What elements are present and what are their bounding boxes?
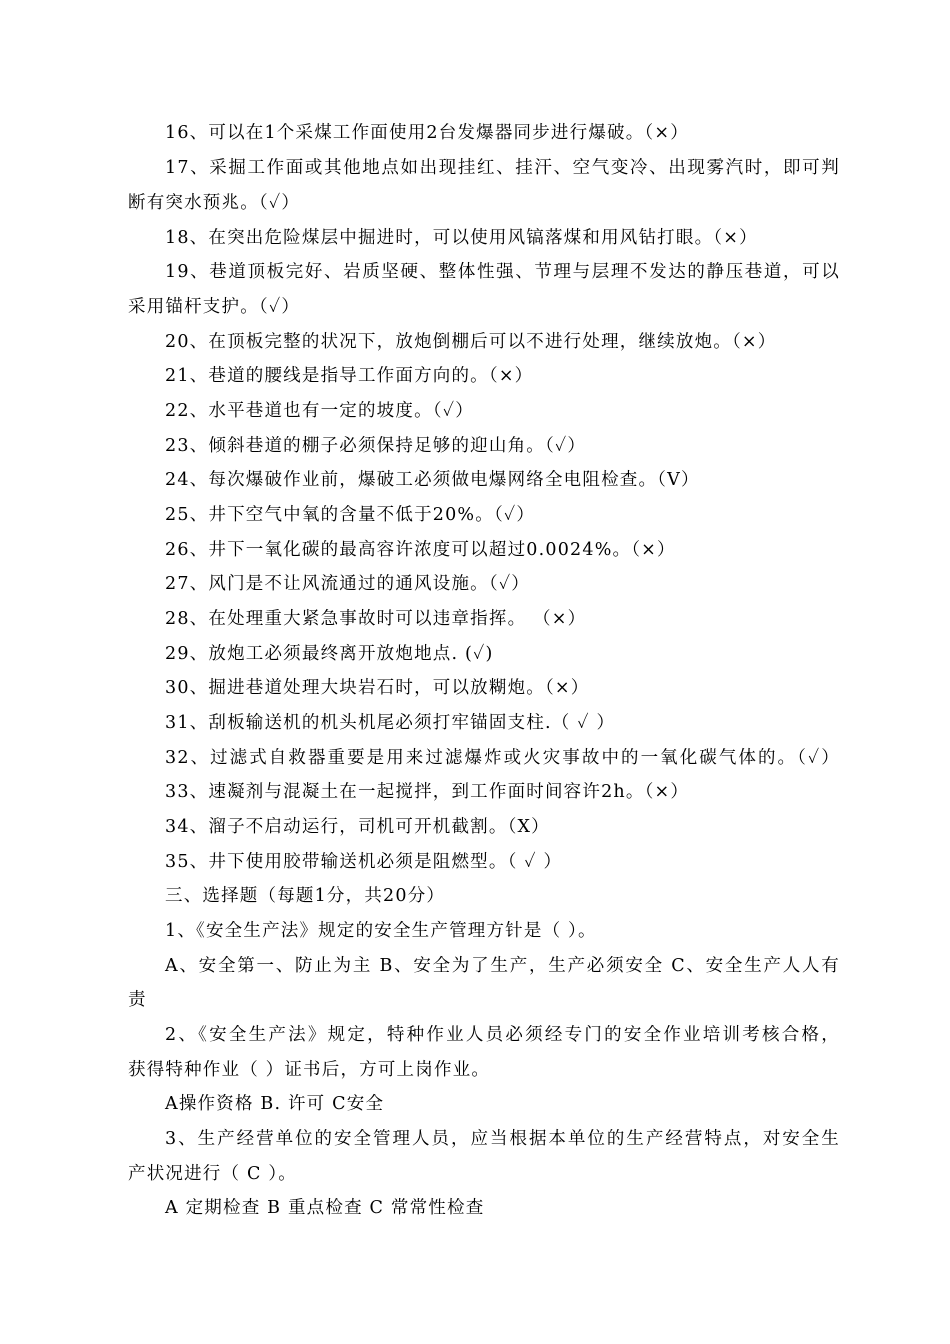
question-19-continued: 采用锚杆支护。（✓） (128, 297, 301, 317)
question-28: 28、在处理重大紧急事故时可以违章指挥。 （×） (165, 609, 587, 629)
question-17: 17、采掘工作面或其他地点如出现挂红、挂汗、空气变冷、出现雾汽时，即可判 (165, 158, 840, 178)
choice-question-3: 3、生产经营单位的安全管理人员，应当根据本单位的生产经营特点，对安全生 (165, 1129, 840, 1149)
question-20: 20、在顶板完整的状况下，放炮倒棚后可以不进行处理，继续放炮。（×） (165, 332, 777, 352)
question-18: 18、在突出危险煤层中掘进时，可以使用风镐落煤和用风钻打眼。（×） (165, 228, 758, 248)
choice-question-1-options-continued: 责 (128, 990, 147, 1010)
question-31: 31、刮板输送机的机头机尾必须打牢锚固支柱.（ ✓ ） (165, 713, 616, 733)
choice-question-2: 2、《安全生产法》规定，特种作业人员必须经专门的安全作业培训考核合格， (165, 1025, 840, 1045)
choice-question-2-options: A操作资格 B. 许可 C安全 (165, 1094, 385, 1114)
question-17-continued: 断有突水预兆。（✓） (128, 193, 301, 213)
question-34: 34、溜子不启动运行，司机可开机截割。（X） (165, 817, 550, 837)
question-29: 29、放炮工必须最终离开放炮地点. (✓) (165, 644, 494, 664)
question-22: 22、水平巷道也有一定的坡度。（✓） (165, 401, 474, 421)
choice-question-1-options: A、安全第一、防止为主 B、安全为了生产，生产必须安全 C、安全生产人人有 (165, 956, 840, 976)
question-30: 30、掘进巷道处理大块岩石时，可以放糊炮。（×） (165, 678, 590, 698)
question-23: 23、倾斜巷道的棚子必须保持足够的迎山角。（✓） (165, 436, 587, 456)
question-26: 26、井下一氧化碳的最高容许浓度可以超过0.0024%。（×） (165, 540, 676, 560)
question-21: 21、巷道的腰线是指导工作面方向的。（×） (165, 366, 534, 386)
question-32: 32、过滤式自救器重要是用来过滤爆炸或火灾事故中的一氧化碳气体的。（✓） (165, 748, 840, 768)
question-16: 16、可以在1个采煤工作面使用2台发爆器同步进行爆破。（×） (165, 123, 689, 143)
question-35: 35、井下使用胶带输送机必须是阻燃型。（ ✓ ） (165, 852, 563, 872)
choice-question-2-continued: 获得特种作业（ ）证书后，方可上岗作业。 (128, 1060, 491, 1080)
question-25: 25、井下空气中氧的含量不低于20%。（✓） (165, 505, 536, 525)
question-19: 19、巷道顶板完好、岩质坚硬、整体性强、节理与层理不发达的静压巷道，可以 (165, 262, 840, 282)
question-33: 33、速凝剂与混凝土在一起搅拌，到工作面时间容许2h。（×） (165, 782, 690, 802)
question-24: 24、每次爆破作业前，爆破工必须做电爆网络全电阻检查。（V） (165, 470, 700, 490)
question-27: 27、风门是不让风流通过的通风设施。（✓） (165, 574, 531, 594)
choice-question-3-options: A 定期检查 B 重点检查 C 常常性检查 (165, 1198, 485, 1218)
choice-question-3-continued: 产状况进行（ C ）。 (128, 1164, 297, 1184)
section-heading: 三、选择题（每题1分，共20分） (165, 886, 446, 906)
choice-question-1: 1、《安全生产法》规定的安全生产管理方针是（ ）。 (165, 921, 597, 941)
